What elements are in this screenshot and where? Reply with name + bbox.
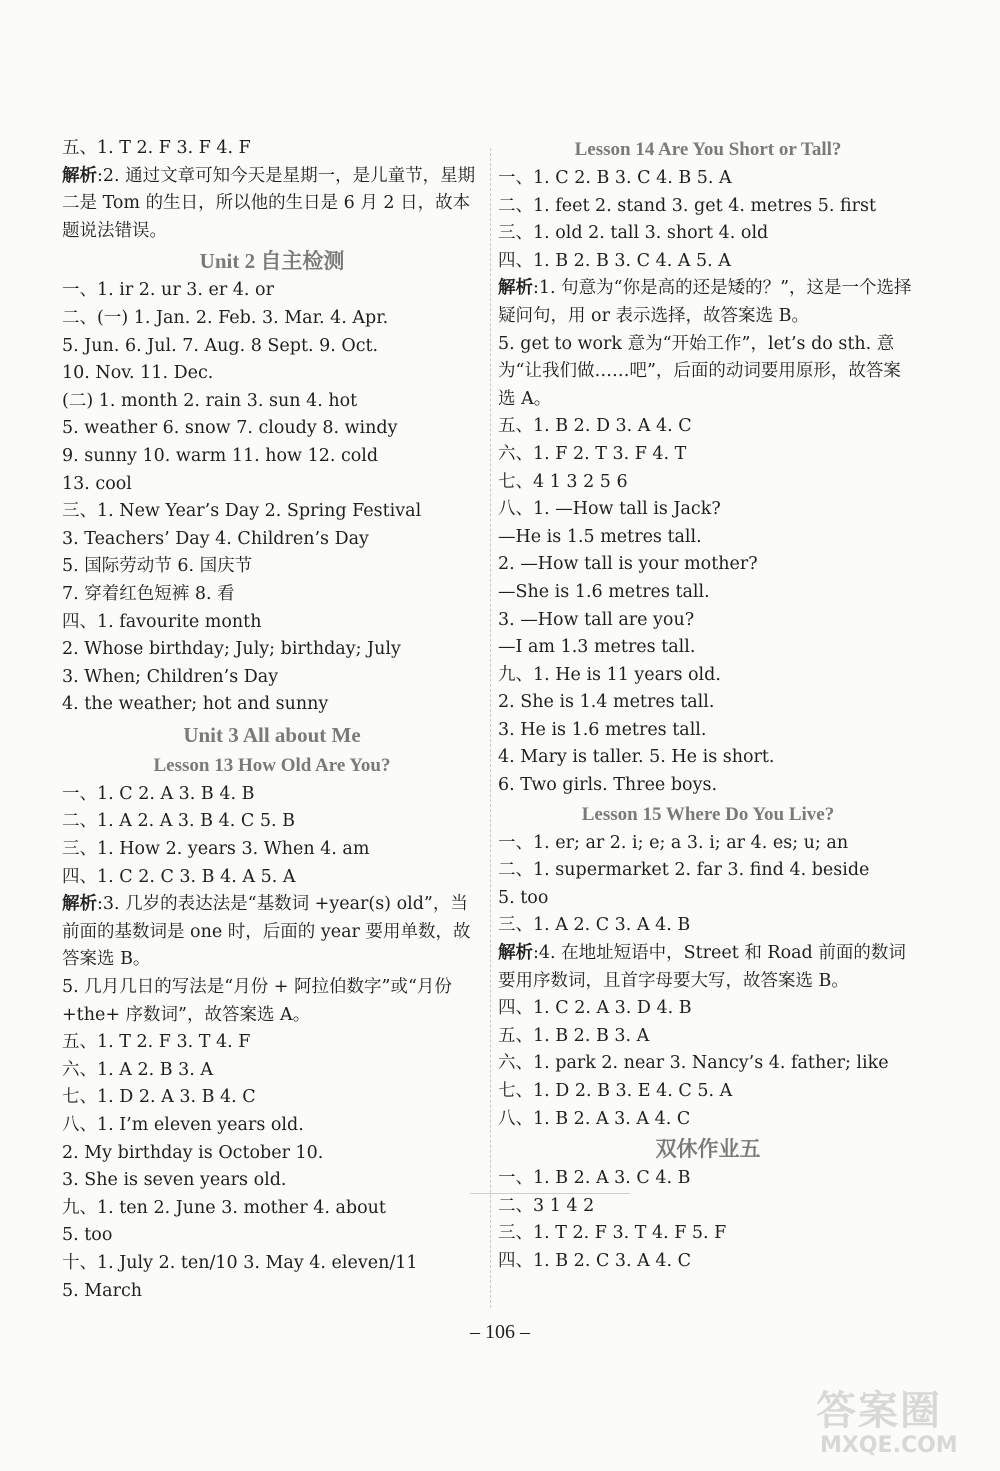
left-column [62,135,482,1305]
answer-line: 六、1. A 2. B 3. A [62,1059,214,1080]
answer-line: 二、(一) 1. Jan. 2. Feb. 3. Mar. 4. Apr. [62,307,389,328]
answer-line: 9. sunny 10. warm 11. how 12. cold [62,445,379,466]
answer-line: —He is 1.5 metres tall. [498,526,702,547]
answer-line: 一、1. C 2. A 3. B 4. B [62,783,255,804]
answer-line: 3. When; Children’s Day [62,666,279,687]
answer-line: 4. the weather; hot and sunny [62,694,329,715]
answer-line: 四、1. C 2. A 3. D 4. B [498,998,692,1019]
answer-line: 5. Jun. 6. Jul. 7. Aug. 8 Sept. 9. Oct. [62,335,379,356]
answer-line: 2. —How tall is your mother? [498,554,758,575]
answer-line: —She is 1.6 metres tall. [498,581,710,602]
answer-line: 七、4 1 3 2 5 6 [498,471,628,492]
page-number: – 106 – [470,1321,530,1343]
answer-line: 九、1. He is 11 years old. [498,664,721,685]
answer-line: 一、1. B 2. A 3. C 4. B [498,1168,691,1189]
answer-line: 四、1. B 2. B 3. C 4. A 5. A [498,250,731,271]
answer-line: 6. Two girls. Three boys. [498,775,718,796]
answer-line: 七、1. D 2. B 3. E 4. C 5. A [498,1081,733,1101]
answer-line: 八、1. I’m eleven years old. [62,1115,304,1135]
analysis-text: :3. 几岁的表达法是“基数词 +year(s) old”，当前面的基数词是 one 时，后面的 year 要用单数，故答案选 B。 [62,894,471,970]
answer-line: 4. Mary is taller. 5. He is short. [498,747,775,768]
unit-heading: Unit 2 自主检测 [199,249,345,274]
answer-line: 2. Whose birthday; July; birthday; July [62,639,401,660]
answer-line: 七、1. D 2. A 3. B 4. C [62,1087,256,1108]
answer-line: 五、1. T 2. F 3. T 4. F [62,1032,251,1053]
answer-line: —I am 1.3 metres tall. [498,637,696,658]
analysis-paragraph [62,891,482,974]
answer-line: 13. cool [62,473,132,494]
answer-line: 5. get to work 意为“开始工作”，let’s do sth. 意为“让我们做……吧”，后面的动词要用原形，故答案选 A。 [498,333,901,409]
answer-line: 五、1. T 2. F 3. F 4. F [62,138,251,158]
answer-line: 八、1. —How tall is Jack? [498,499,721,520]
watermark-logo [806,1375,986,1465]
analysis-label: 解析 [62,165,97,186]
answer-line: 九、1. ten 2. June 3. mother 4. about [62,1197,386,1218]
answer-line: 5. too [62,1225,113,1246]
answer-line: 三、1. New Year’s Day 2. Spring Festival [62,501,422,522]
answer-line: 二、1. A 2. A 3. B 4. C 5. B [62,811,295,832]
lesson-heading: Lesson 15 Where Do You Live? [581,803,835,825]
answer-line: 5. 国际劳动节 6. 国庆节 [62,556,253,577]
answer-line: 六、1. park 2. near 3. Nancy’s 4. father; like [498,1053,889,1074]
analysis-paragraph [62,163,482,246]
unit-heading: 双休作业五 [655,1137,761,1162]
unit-heading: Unit 3 All about Me [183,722,361,747]
analysis-label: 解析 [498,278,533,299]
answer-line: 一、1. ir 2. ur 3. er 4. or [62,280,274,301]
answer-line: 5. 几月几日的写法是“月份 + 阿拉伯数字”或“月份 +the+ 序数词”，故答案选 A。 [62,977,452,1025]
answer-line: 二、1. supermarket 2. far 3. find 4. beside [498,860,870,881]
column-divider [490,148,491,1308]
answer-line: 八、1. B 2. A 3. A 4. C [498,1108,691,1129]
lesson-heading: Lesson 13 How Old Are You? [153,754,391,776]
analysis-paragraph [498,940,918,995]
answer-line: 5. weather 6. snow 7. cloudy 8. windy [62,418,398,439]
answer-line: 5. too [498,887,549,908]
answer-line: (二) 1. month 2. rain 3. sun 4. hot [62,390,358,411]
answer-line: 3. He is 1.6 metres tall. [498,719,707,740]
analysis-text: :1. 句意为“你是高的还是矮的？”，这是一个选择疑问句，用 or 表示选择，故答案选 B。 [498,278,912,326]
answer-line: 三、1. T 2. F 3. T 4. F 5. F [498,1223,727,1244]
analysis-paragraph [498,275,918,330]
answer-line: 3. —How tall are you? [498,609,695,630]
answer-line: 一、1. er; ar 2. i; e; a 3. i; ar 4. es; u; an [498,832,849,853]
right-column [498,135,918,1276]
answer-line: 五、1. B 2. B 3. A [498,1025,650,1046]
answer-line: 二、1. feet 2. stand 3. get 4. metres 5. first [498,195,877,216]
answer-line: 一、1. C 2. B 3. C 4. B 5. A [498,168,732,188]
lesson-heading: Lesson 14 Are You Short or Tall? [574,139,842,160]
analysis-label: 解析 [62,894,97,915]
answer-line: 三、1. How 2. years 3. When 4. am [62,839,370,860]
answer-line: 10. Nov. 11. Dec. [62,363,214,384]
analysis-label: 解析 [498,943,533,964]
answer-line: 7. 穿着红色短裤 8. 看 [62,583,235,604]
watermark-site: MXQE.COM [820,1433,958,1458]
answer-line: 十、1. July 2. ten/10 3. May 4. eleven/11 [62,1252,418,1273]
answer-line: 2. She is 1.4 metres tall. [498,692,715,713]
answer-line: 三、1. old 2. tall 3. short 4. old [498,223,769,244]
answer-line: 四、1. C 2. C 3. B 4. A 5. A [62,866,296,887]
answer-line: 5. March [62,1280,143,1301]
answer-line: 四、1. B 2. C 3. A 4. C [498,1250,692,1271]
answer-line: 2. My birthday is October 10. [62,1142,324,1163]
answer-line: 六、1. F 2. T 3. F 4. T [498,443,687,464]
answer-line: 五、1. B 2. D 3. A 4. C [498,416,692,437]
answer-line: 四、1. favourite month [62,611,262,632]
answer-line: 三、1. A 2. C 3. A 4. B [498,915,691,936]
watermark-title: 答案圈 [816,1388,942,1434]
analysis-text: :2. 通过文章可知今天是星期一，是儿童节，星期二是 Tom 的生日，所以他的生日是 6 月 2 日，故本题说法错误。 [62,165,476,241]
answer-line: 3. She is seven years old. [62,1170,287,1191]
analysis-text: :4. 在地址短语中，Street 和 Road 前面的数词要用序数词，且首字母要大写，故答案选 B。 [498,943,906,991]
answer-line: 二、3 1 4 2 [498,1195,595,1216]
answer-line: 3. Teachers’ Day 4. Children’s Day [62,528,369,549]
